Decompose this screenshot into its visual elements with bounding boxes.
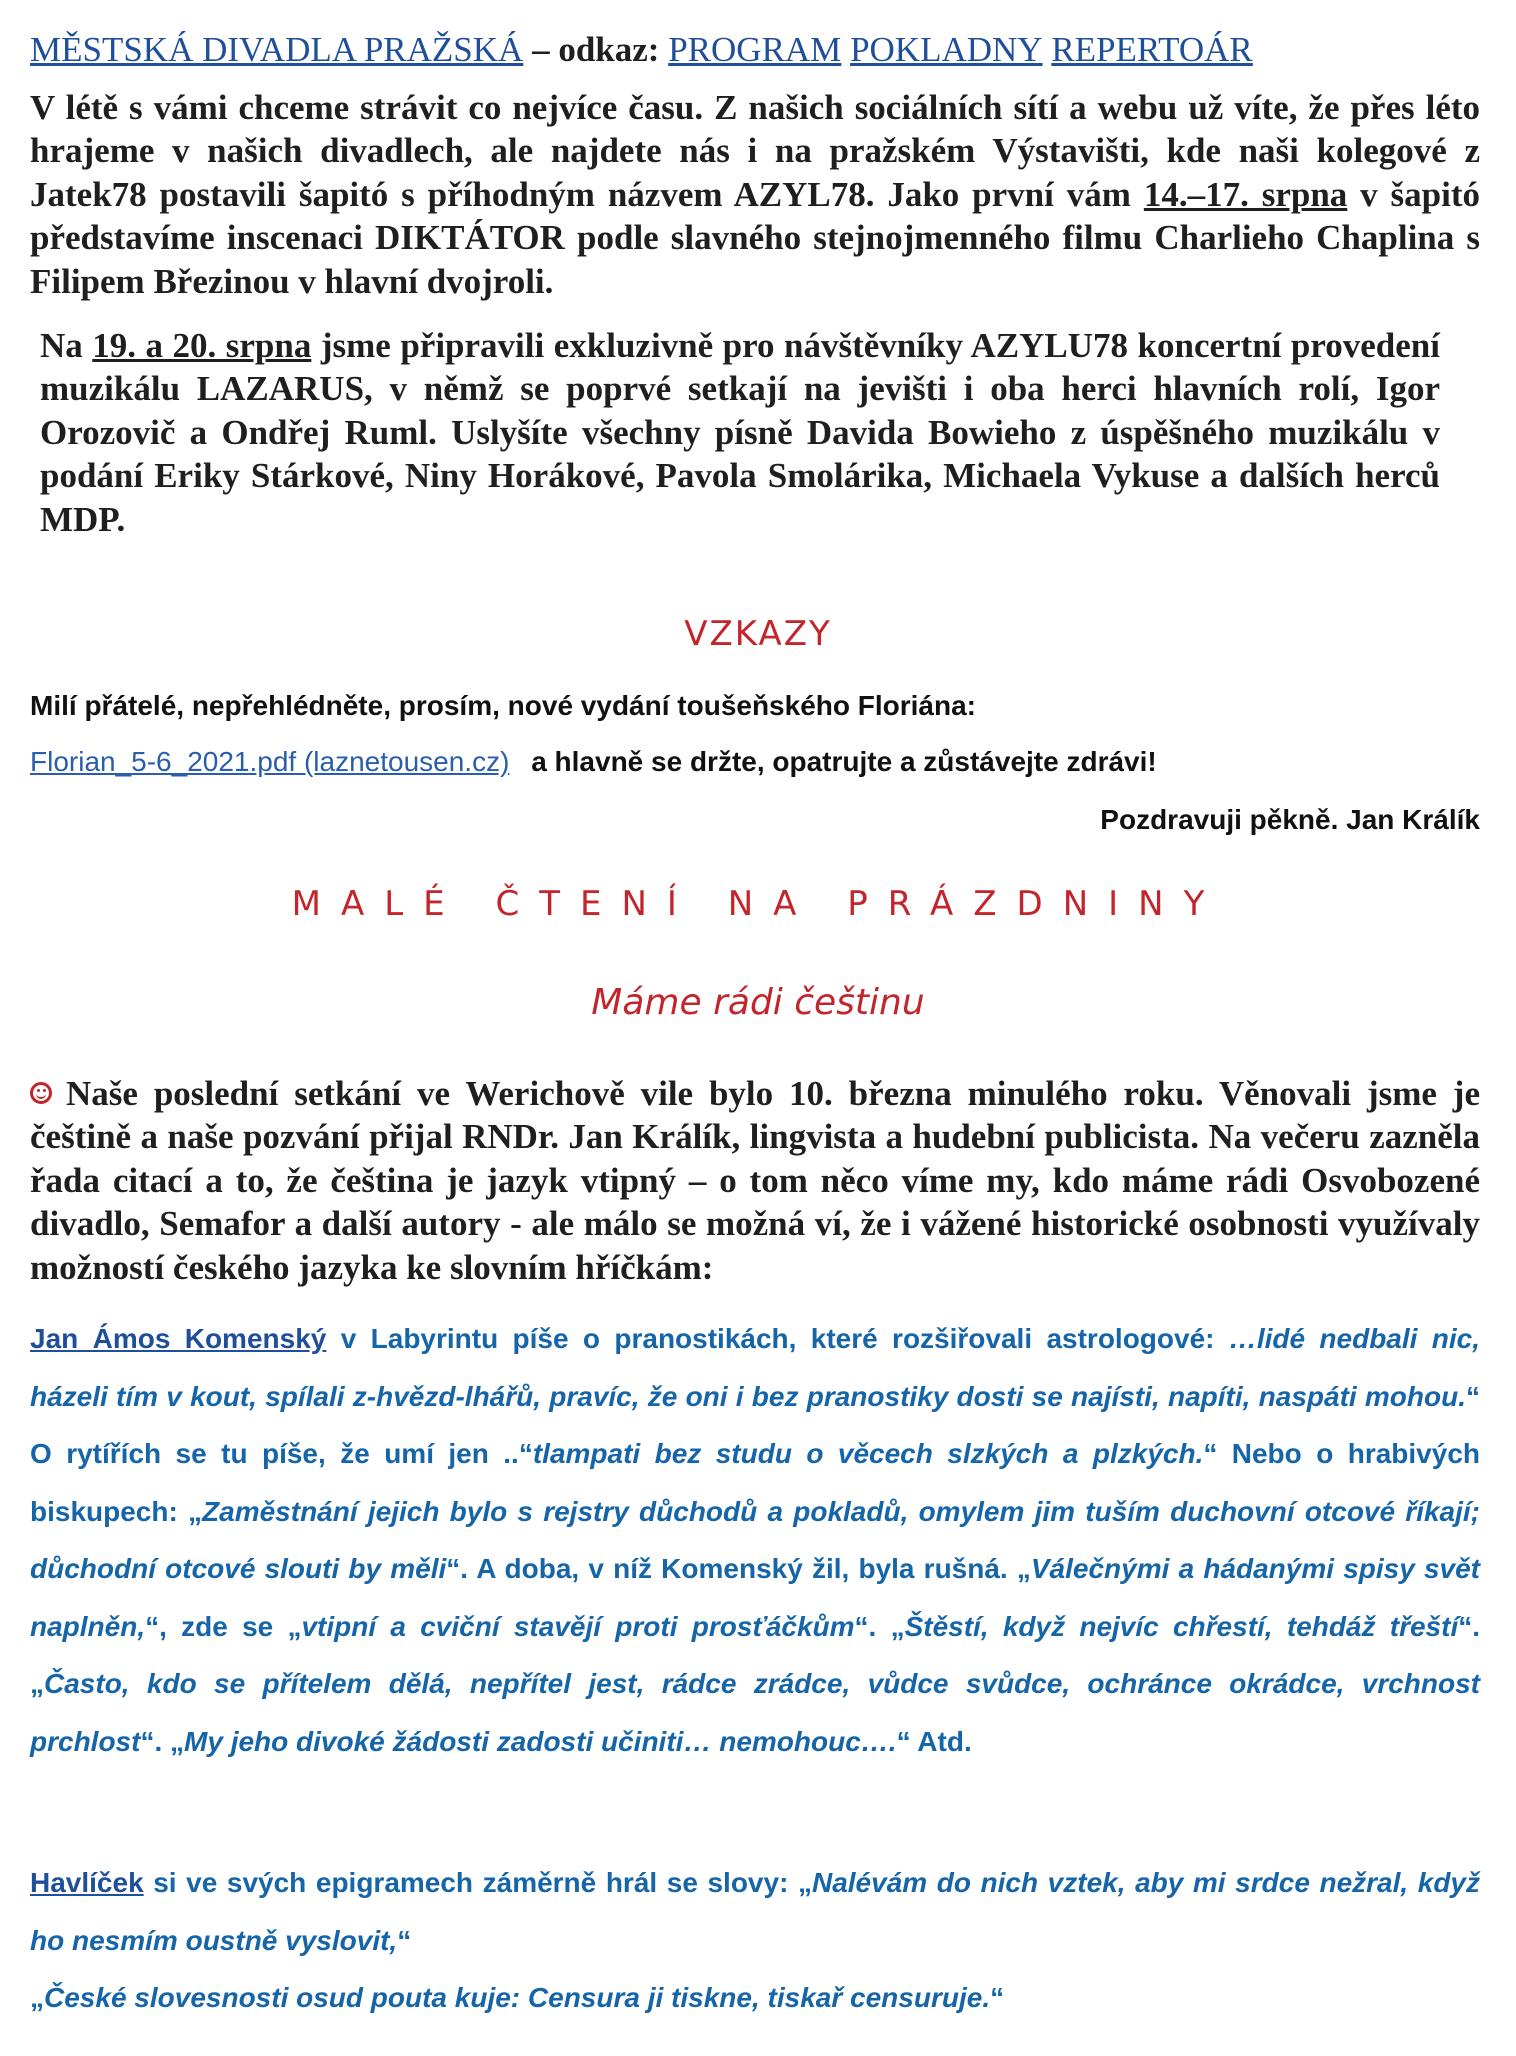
mdp-paragraph-2: [40, 324, 1440, 541]
smiley-icon: [30, 1082, 52, 1104]
florian-pdf-link[interactable]: Florian_5-6_2021.pdf (laznetousen.cz): [30, 746, 510, 777]
komensky-link[interactable]: Jan Ámos Komenský: [30, 1323, 327, 1354]
repertoar-link[interactable]: REPERTOÁR: [1051, 30, 1253, 69]
komensky-text-9: “ Atd.: [896, 1725, 972, 1757]
komensky-quote-7: Často, kdo se přítelem dělá, nepřítel jest, rádce zrádce, vůdce svůdce, ochránce okrádce, vrchnost prchlost: [30, 1668, 1480, 1757]
komensky-text-2: “ O rytířích se tu píše, že umí jen ..“: [30, 1380, 1480, 1469]
havlicek-text-4: “: [990, 1982, 1005, 2013]
komensky-quote-1: …lidé nedbali nic, házeli tím v kout, spílali z-hvězd-lhářů, pravíc, že oni i bez pranostiky dosti se najísti, napíti, naspáti mohou.: [30, 1323, 1481, 1412]
odkaz-label: odkaz:: [558, 30, 660, 69]
komensky-quote-5: vtipní a cviční stavějí proti prosťáčkům: [301, 1610, 855, 1642]
komensky-quote-4: Válečnými a hádanými spisy svět naplněn,: [30, 1553, 1481, 1642]
mdp-p2-date: 19. a 20. srpna: [92, 326, 312, 365]
komensky-text-4: “. A doba, v níž Komenský žil, byla rušná. „: [446, 1553, 1031, 1584]
komensky-text-3: “ Nebo o hrabivých biskupech: „: [30, 1438, 1480, 1527]
reading-heading: MALÉ ČTENÍ NA PRÁZDNINY: [291, 884, 1225, 924]
havlicek-quote-2: České slovesnosti osud pouta kuje: Censura ji tiskne, tiskař censuruje.: [44, 1982, 991, 2013]
havlicek-text-1: si ve svých epigramech záměrně hrál se slovy: „: [153, 1867, 812, 1898]
mdp-p2-text: Na: [40, 326, 83, 365]
mdp-link[interactable]: MĚSTSKÁ DIVADLA PRAŽSKÁ: [30, 30, 524, 69]
komensky-quote-2: tlampati bez studu o věcech slzkých a plzkých.: [532, 1438, 1204, 1469]
vzkazy-line-2: [30, 742, 1480, 782]
header-separator: –: [532, 30, 550, 69]
mdp-p1-text: V létě s vámi chceme strávit co nejvíce času. Z našich sociálních sítí a webu už víte, že přes léto hrajeme v našich divadlech, ale najdete nás i na pražském Výstavišti, kde naši kolegové z Jatek78 postavili šapitó s příhodným názvem AZYL78. Jako první vám: [30, 88, 1480, 214]
reading-subheading: Máme rádi češtinu: [591, 982, 925, 1023]
mdp-p2-text-after: jsme připravili exkluzivně pro návštěvníky AZYLU78 koncertní provedení muzikálu LAZARUS, v němž se poprvé setkají na jevišti i oba herci hlavních rolí, Igor Orozovič a Ondřej Ruml. Uslyšíte všechny písně Davida Bowieho z úspěšného muzikálu v podání Eriky Stárkové, Niny Horákové, Pavola Smolárika, Michaela Vykuse a dalších herců MDP.: [40, 326, 1440, 539]
mdp-paragraph-1: [30, 86, 1480, 303]
vzkazy-line-2-text: a hlavně se držte, opatrujte a zůstávejte zdrávi!: [531, 746, 1157, 777]
komensky-text-6: “. „: [854, 1610, 905, 1642]
havlicek-link[interactable]: Havlíček: [30, 1867, 144, 1898]
mdp-p1-text-after: v šapitó představíme inscenaci DIKTÁTOR podle slavného stejnojmenného filmu Charlieho Chaplina s Filipem Březinou v hlavní dvojroli.: [30, 174, 1481, 301]
komensky-text-5: “, zde se „: [145, 1610, 302, 1642]
komensky-quote-8: My jeho divoké žádosti zadosti učiniti… nemohouc….: [184, 1725, 897, 1757]
reading-intro: [30, 1072, 1480, 1289]
pokladny-link[interactable]: POKLADNY: [850, 30, 1043, 69]
komensky-text-1: v Labyrintu píše o pranostikách, které rozšiřovali astrologové:: [340, 1323, 1215, 1354]
vzkazy-signature: Pozdravuji pěkně. Jan Králík: [1100, 804, 1480, 835]
komensky-text-8: “. „: [140, 1725, 185, 1757]
vzkazy-heading: VZKAZY: [684, 614, 832, 654]
mdp-p1-date: 14.–17. srpna: [1143, 174, 1348, 214]
havlicek-paragraph: [30, 1854, 1480, 2027]
vzkazy-line-1: Milí přátelé, nepřehlédněte, prosím, nové vydání toušeňského Floriána:: [30, 690, 976, 721]
program-link[interactable]: PROGRAM: [668, 30, 842, 69]
reading-intro-text: Naše poslední setkání ve Werichově vile bylo 10. března minulého roku. Věnovali jsme je češtině a naše pozvání přijal RNDr. Jan Králík, lingvista a hudební publicista. Na večeru zazněla řada citací a to, že čeština je jazyk vtipný – o tom něco víme my, kdo máme rádi Osvobozené divadlo, Semafor a další autory - ale málo se možná ví, že i vážené historické osobnosti využívaly možností českého jazyka ke slovním hříčkám:: [30, 1074, 1480, 1287]
komensky-text-7: “. „: [30, 1610, 1481, 1699]
havlicek-quote-1: Nalévám do nich vztek, aby mi srdce nežral, když ho nesmím oustně vyslovit,: [30, 1867, 1481, 1956]
mdp-header: [30, 28, 1480, 71]
havlicek-text-3: „: [30, 1982, 44, 2013]
komensky-quote-3: Zaměstnání jejich bylo s rejstry důchodů a pokladů, omylem jim tuším duchovní otcové říkají; důchodní otcové slouti by měli: [30, 1495, 1480, 1584]
havlicek-text-2: “: [397, 1924, 412, 1956]
komensky-paragraph: [30, 1310, 1480, 1770]
komensky-quote-6: Štěstí, když nejvíc chřestí, tehdáž třeští: [904, 1610, 1459, 1642]
